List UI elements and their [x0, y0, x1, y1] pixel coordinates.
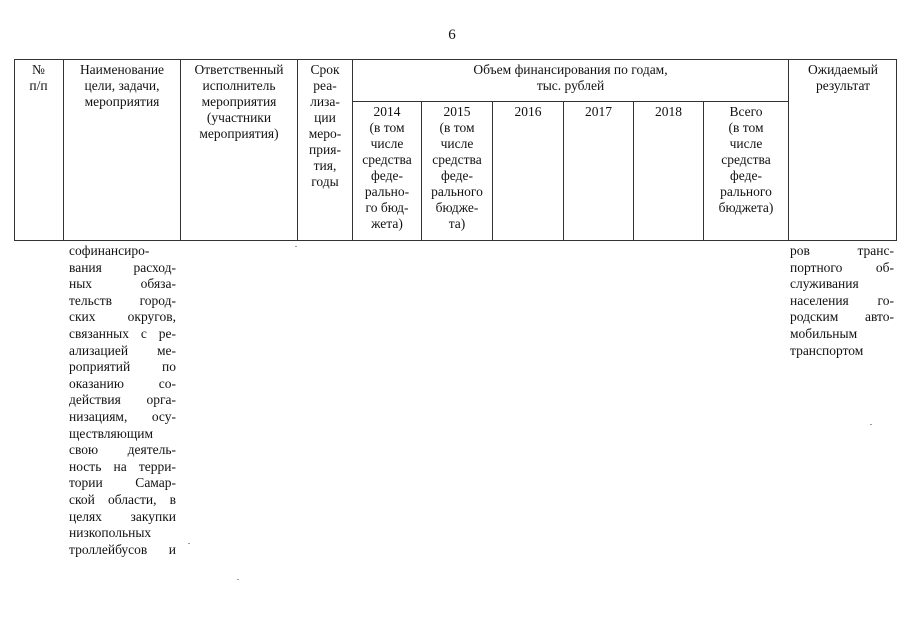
- year-note: (в том числе средства феде- рально- го бюд- жета): [362, 120, 412, 231]
- year-divider: [492, 101, 493, 241]
- header-term-text: Срок реа- лиза- ции меро- прия- тия, годы: [308, 62, 342, 189]
- year-divider: [563, 101, 564, 241]
- text-line: ность на терри-: [69, 458, 176, 474]
- text-line: связанных с ре-: [69, 325, 176, 341]
- text-line: низациям, осу-: [69, 408, 176, 424]
- text-line: ществляющим: [69, 425, 154, 441]
- text-line: целях закупки: [69, 508, 176, 524]
- text-line: транспортом: [790, 342, 864, 358]
- header-num-text: № п/п: [29, 62, 48, 93]
- text-line: ных обяза-: [69, 276, 176, 292]
- text-line: мобильным: [790, 325, 858, 341]
- text-line: населения го-: [790, 292, 894, 308]
- text-line: софинансиро-: [69, 243, 150, 258]
- header-result: [789, 62, 897, 94]
- header-result-text: Ожидаемый результат: [808, 62, 878, 93]
- text-line: ской области, в: [69, 491, 176, 507]
- header-financing-text: Объем финансирования по годам, тыс. рублей: [473, 62, 668, 93]
- header-term: [298, 62, 352, 190]
- year-cell-2017: [564, 104, 633, 120]
- year-label: 2018: [655, 104, 682, 119]
- header-financing: [353, 62, 788, 94]
- year-label: 2015: [443, 104, 471, 119]
- scan-speck: [870, 424, 872, 425]
- scan-speck: [237, 579, 239, 580]
- financing-divider: [352, 101, 788, 102]
- text-line: низкопольных: [69, 525, 152, 541]
- header-name: [64, 62, 180, 110]
- name-column-text: [69, 243, 176, 558]
- text-line: троллейбусов и: [69, 541, 176, 557]
- text-line: оказанию со-: [69, 375, 176, 391]
- text-line: ализацией ме-: [69, 342, 176, 358]
- year-label: 2014: [373, 104, 401, 119]
- text-line: портного об-: [790, 259, 894, 275]
- text-line: свою деятель-: [69, 442, 176, 458]
- text-line: действия орга-: [69, 392, 176, 408]
- scan-speck: [188, 543, 190, 544]
- header-name-text: Наименование цели, задачи, мероприятия: [79, 62, 165, 109]
- year-cell-2016: [493, 104, 563, 120]
- header-responsible-text: Ответственный исполнитель мероприятия (участники мероприятия): [194, 62, 284, 141]
- scan-speck: [295, 246, 297, 247]
- year-label: 2017: [585, 104, 612, 119]
- year-label: 2016: [514, 104, 542, 119]
- text-line: ров транс-: [790, 243, 894, 258]
- year-note: (в том числе средства феде- рального бюджета): [718, 120, 774, 215]
- year-cell-total: [704, 104, 788, 216]
- year-label: Всего: [729, 104, 763, 119]
- header-num: [14, 62, 63, 94]
- header-responsible: [181, 62, 297, 142]
- year-cell-2015: [422, 104, 492, 232]
- page-number: 6: [448, 27, 456, 43]
- text-line: служивания: [790, 276, 859, 292]
- text-line: ских округов,: [69, 309, 176, 325]
- result-column-text: [790, 243, 894, 359]
- year-cell-2014: [353, 104, 421, 232]
- year-cell-2018: [634, 104, 703, 120]
- text-line: тории Самар-: [69, 475, 176, 491]
- text-line: вания расход-: [69, 259, 176, 275]
- year-divider: [633, 101, 634, 241]
- text-line: родским авто-: [790, 309, 894, 325]
- year-note: (в том числе средства феде- рального бюдже- та): [431, 120, 483, 231]
- text-line: роприятий по: [69, 359, 176, 375]
- text-line: тельств город-: [69, 292, 176, 308]
